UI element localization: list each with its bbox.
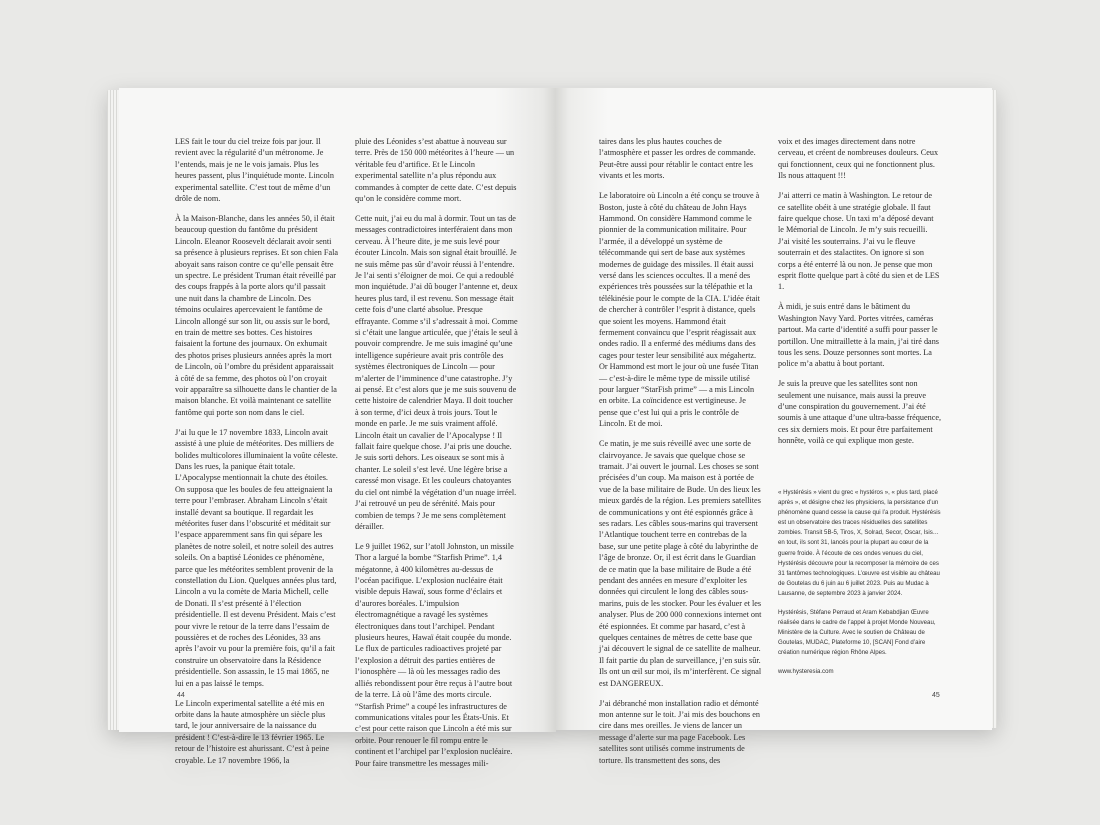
credits-paragraph: Hystérésis, Stéfane Perraud et Aram Kebabdjian Œuvre réalisée dans le cadre de l’appel à projet Monde Nouveau, Ministère de la Culture. Avec le soutien de Château de Goutelas, MUDAC, Plateforme 10, [SCAN] Fond d’aire création numérique région Rhône Alpes. — [778, 608, 936, 656]
paragraph: À midi, je suis entré dans le bâtiment du Washington Navy Yard. Portes vitrées, caméras partout. Ma carte d’identité a suffi pour passer le portillon. Une mitraillette à la main, j’ai tiré dans tous les sens. Douze personnes sont mortes. La police m’a abattu à bout portant. — [778, 302, 939, 369]
paragraph: Le Lincoln experimental satellite a été mis en orbite dans la haute atmosphère un siècle plus tard, le jour anniversaire de la naissance du président ! C’est-à-dire le 13 février 1965. Le retour de l’histoire est ahurissant. C’est à peine croyable. Le 17 novembre 1966, la — [175, 698, 330, 765]
page-number-left: 44 — [177, 692, 185, 699]
paragraph: Le 9 juillet 1962, sur l’atoll Johnston, un missile Thor a largué la bombe “Starfish Prime”. 1,4 mégatonne, à 400 kilomètres au-dessus de l’océan pacifique. L’explosion nucléaire était visible depuis Hawaï, sous forme d’éclairs et d’aurores boréales. L’impulsion électromagnétique a ravagé les systèmes électroniques dans tout l’archipel. Pendant plusieurs heures, Hawaï était coupée du monde. Le flux de particules radioactives projeté par l’explosion a détruit des parties entières de l’ionosphère — là où les messages radio des alliés rebondissent pour être reçus à l’autre bout de la terre. Là où l’âme des morts circule. “Starfish Prime” a coupé les infrastructures de communications vitales pour les États-Unis. Et c’est pour cette raison que Lincoln a été mis sur orbite. Pour renouer le fil rompu entre le continent et l’archipel par l’explosion nucléaire. Pour faire transmettre les messages mili- — [355, 541, 514, 768]
paragraph: À la Maison-Blanche, dans les années 50, il était beaucoup question du fantôme du président Lincoln. Eleanor Roosevelt déclarait avoir senti sa présence à plusieurs reprises. Et son chien Fala aboyait sans raison contre ce qu’elle pensait être un spectre. Le président Truman était réveillé par des coups frappés à la porte alors qu’il passait une nuit dans la chambre de Lincoln. Des témoins oculaires apercevaient le fantôme de Lincoln allongé sur son lit, ou assis sur le bord, en train de mettre ses bottes. Ces histoires faisaient la fortune des journaux. On exhumait des photos prises plusieurs années après la mort de Lincoln, où l’ombre du président apparaissait à côté de sa femme, des photos où l’on croyait voir apparaître sa silhouette dans le chantier de la maison blanche. Et voilà maintenant ce satellite fantôme qui porte son nom dans le ciel. — [175, 213, 339, 417]
left-page-column-2 — [355, 136, 518, 777]
right-page-column-2 — [778, 136, 941, 455]
paragraph: J’ai débranché mon installation radio et démonté mon antenne sur le toit. J’ai mis des bouchons en cire dans mes oreilles. Je viens de lancer un message d’alerte sur ma page Facebook. Les satellites sont utilisés comme instruments de torture. Ils transmettent des sons, des — [599, 698, 760, 765]
note-paragraph: « Hystérésis » vient du grec « hystéros », « plus tard, placé après », et désigne chez les physiciens, la persistance d’un phénomène quand cesse la cause qui l’a produit. Hystérésis est un observatoire des traces résiduelles des satellites zombies. Transit 5B-5, Tiros, X, Solrad, Secor, Oscar, Isis… en tout, ils sont 31, lancés pour la plupart au cœur de la guerre froide. À l’écoute de ces ondes venues du ciel, Hystérésis découvre pour la recomposer la mémoire de ces 31 fantômes technologiques. L’œuvre est visible au château de Goutelas du 6 juin au 6 juillet 2023. Puis au Mudac à Lausanne, de septembre 2023 à janvier 2024. — [778, 489, 941, 597]
website-link: www.hysteresia.com — [778, 667, 834, 675]
paragraph: Cette nuit, j’ai eu du mal à dormir. Tout un tas de messages contradictoires interféraient dans mon cerveau. À l’heure dite, je me suis levé pour écouter Lincoln. Mais son signal était brouillé. Je ne suis même pas sûr d’avoir réussi à l’entendre. Je l’ai senti s’éloigner de moi. Ce qui a redoublé mon inquiétude. J’ai dû bouger l’antenne et, deux heures plus tard, il est revenu. Son message était cette fois d’une clarté absolue. Presque effrayante. Comme s’il s’adressait à moi. Comme si c’était une langue articulée, que j’étais le seul à pouvoir comprendre. Je me suis imaginé qu’une intelligence supérieure avait pris contrôle des systèmes électroniques de Lincoln — pour m’alerter de l’imminence d’une catastrophe. J’y ai pensé. Et c’est alors que je me suis souvenu de cette histoire de calendrier Maya. Il doit toucher à son terme, d’ici deux à trois jours. Tout le monde en parle. Je me suis vraiment affolé. Lincoln était un cavalier de l’Apocalypse ! Il fallait faire quelque chose. J’ai pris une douche. Je suis sorti dehors. Les oiseaux se sont mis à chanter. Le soleil s’est levé. Une légère brise a caressé mon visage. Et les couleurs chatoyantes du ciel ont nimbé la végétation d’un nuage irréel. J’ai retrouvé un peu de sérénité. Mais pour combien de temps ? Je me sens complètement dérailler. — [355, 213, 518, 531]
open-magazine — [107, 88, 997, 768]
paragraph: pluie des Léonides s’est abattue à nouveau sur terre. Près de 150 000 météorites à l’heure — un véritable feu d’artifice. Et le Lincoln experimental satellite n’a plus répondu aux commandes à compter de cette date. C’est depuis qu’on le considère comme mort. — [355, 137, 517, 204]
paragraph: Ce matin, je me suis réveillé avec une sorte de clairvoyance. Je savais que quelque chose se tramait. J’ai ouvert le journal. Les choses se sont précisées d’un coup. Ma maison est à portée de vue de la base militaire de Bude. Un des lieux les mieux gardés de la région. Les premiers satellites de communications y ont été espionnés grâce à ses radars. Les câbles sous-marins qui traversent l’Atlantique touchent terre en contrebas de la base, sur une petite plage à côté du labyrinthe de l’âge de bronze. Or, il est écrit dans le Guardian de ce matin que la base militaire de Bude a été pendant des années en mesure d’exploiter les données qui circulent le long des câbles sous-marins, puis de les stocker. Pour les évaluer et les analyser. Plus de 200 000 connexions internet ont été espionnées. Et comme par hasard, c’est à quelques centaines de mètres de cette base que j’ai découvert le signal de ce satellite de malheur. Il fait partie du plan de surveillance, j’en suis sûr. Ils ont un œil sur moi, ils m’interfèrent. Ce signal est DANGEREUX. — [599, 439, 762, 688]
left-page — [119, 88, 556, 768]
paragraph: LES fait le tour du ciel treize fois par jour. Il revient avec la régularité d’un métronome. Je l’entends, mais je ne le vois jamais. Plus les heures passent, plus l’inquiétude monte. Lincoln experimental satellite. C’est tout de même d’un drôle de nom. — [175, 137, 334, 204]
paragraph: Le laboratoire où Lincoln a été conçu se trouve à Boston, juste à côté du château de John Hays Hammond. On considère Hammond comme le pionnier de la communication militaire. Pour l’armée, il a développé un système de télécommande qui sert de base aux systèmes modernes de guidage des missiles. Il était aussi versé dans les sciences occultes. Il a mené des expériences très poussées sur la télépathie et la télékinésie pour le compte de la CIA. L’idée était de chercher à contrôler l’esprit à distance, quels que soient les moyens. Hammond était fermement convaincu que l’esprit réagissait aux ondes radio. Il a enfermé des médiums dans des cages pour tester leur sensibilité aux mégahertz. Or Hammond est mort le jour où une fusée Titan — c’est-à-dire le même type de missile utilisé pour larguer “StarFish prime” — a mis Lincoln en orbite. La coïncidence est vertigineuse. Je pense que c’est lui qui a pris le contrôle de Lincoln. Et de moi. — [599, 191, 760, 429]
paragraph: J’ai lu que le 17 novembre 1833, Lincoln avait assisté à une pluie de météorites. Des milliers de bolides multicolores illuminaient la voûte céleste. Dans les rues, la panique était totale. L’Apocalypse mentionnait la chute des étoiles. On supposa que les boules de feu atteignaient la terre pour l’embraser. Abraham Lincoln s’était installé devant sa boutique. Il regardait les météorites fuser dans l’obscurité et méditait sur l’espace apparemment sans fin qui sépare les planètes de notre soleil, et notre soleil des autres soleils. On a baptisé Léonides ce phénomène, parce que les météorites semblent provenir de la constellation du Lion. Quelques années plus tard, Lincoln a vu la comète de Maria Michell, celle de Donati. Il s’est présenté à l’élection présidentielle. Il est devenu Président. Mais c’est pour vivre le retour de la terre dans l’essaim de poussières et de roches des Léonides, 33 ans après l’avoir vu pour la première fois, qu’il a fait construire un observatoire dans la Résidence présidentielle. Son assassin, le 15 mai 1865, ne lui en a pas laissé le temps. — [175, 427, 338, 688]
paragraph: Je suis la preuve que les satellites sont non seulement une nuisance, mais aussi la preuve d’une conspiration du gouvernement. J’ai été soumis à une attaque d’une ultra-basse fréquence, ces six derniers mois. Et pour être parfaitement honnête, voilà ce qui explique mon geste. — [778, 379, 942, 446]
page-number-right: 45 — [932, 692, 940, 699]
paragraph: taires dans les plus hautes couches de l’atmosphère et passer les ordres de commande. Peut-être aussi pour rétablir le contact entre les vivants et les morts. — [599, 137, 756, 181]
left-page-column-1 — [175, 136, 338, 775]
paragraph: voix et des images directement dans notre cerveau, et créent de nombreuses douleurs. Ceux qui fonctionnent, ceux qui ne fonctionnent plus. Ils nous attaquent !!! — [778, 137, 939, 181]
paragraph: J’ai atterri ce matin à Washington. Le retour de ce satellite obéit à une stratégie globale. Il faut faire quelque chose. Un taxi m’a déposé devant le Mémorial de Lincoln. Je m’y suis recueilli. J’ai visité les souterrains. J’ai vu le fleuve souterrain et des stalactites. On ignore si son corps a été enterré là ou non. Je pense que mon esprit flotte quelque part à côté du sien et de LES 1. — [778, 191, 940, 292]
right-page-column-1 — [599, 136, 762, 775]
project-notes — [778, 488, 941, 685]
right-page — [556, 88, 992, 765]
